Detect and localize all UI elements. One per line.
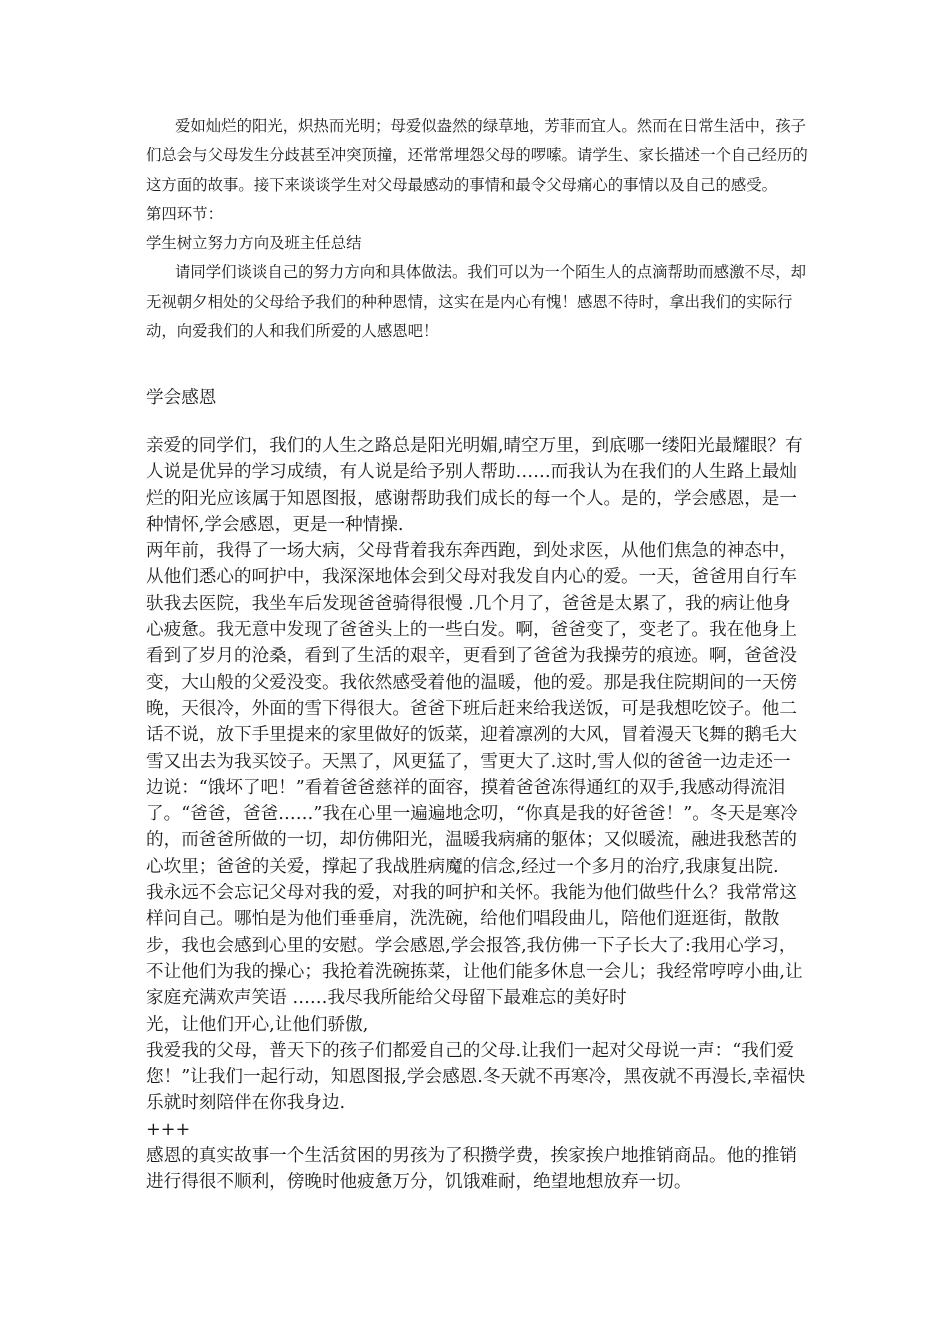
essay-title-block	[146, 385, 808, 411]
essay-paragraph: 我永远不会忘记父母对我的爱，对我的呵护和关怀。我能为他们做些什么？我常常这样问自己。哪怕是为他们垂垂肩，洗洗碗，给他们唱段曲儿，陪他们逛逛街，散散步，我也会感到心里的安慰。学会感恩,学会报答,我仿佛一下子长大了:我用心学习，不让他们为我的操心；我抢着洗碗拣菜，让他们能多休息一会儿；我经常哼哼小曲,让家庭充满欢声笑语 ……我尽我所能给父母留下最难忘的美好时	[146, 883, 803, 1009]
summary-paragraph: 请同学们谈谈自己的努力方向和具体做法。我们可以为一个陌生人的点滴帮助而感激不尽，却无视朝夕相处的父母给予我们的种种恩情，这实在是内心有愧！感恩不待时，拿出我们的实际行动，向爱我们的人和我们所爱的人感恩吧！	[146, 263, 807, 341]
intro-paragraph: 爱如灿烂的阳光，炽热而光明；母爱似盎然的绿草地，芳菲而宜人。然而在日常生活中，孩子们总会与父母发生分歧甚至冲突顶撞，还常常埋怨父母的啰嗦。请学生、家长描述一个自己经历的这方面的故事。接下来谈谈学生对父母最感动的事情和最令父母痛心的事情以及自己的感受。	[146, 117, 808, 194]
essay-title: 学会感恩	[146, 388, 217, 408]
section-heading: 第四环节：	[146, 204, 223, 223]
essay-paragraph: 两年前，我得了一场大病，父母背着我东奔西跑，到处求医，从他们焦急的神态中，从他们悉心的呵护中，我深深地体会到父母对我发自内心的爱。一天，爸爸用自行车驮我去医院，我坐车后发现爸爸骑得很慢 .几个月了，爸爸是太累了，我的病让他身心疲惫。我无意中发现了爸爸头上的一些白发。啊，爸爸变了，变老了。我在他身上看到了岁月的沧桑，看到了生活的艰辛，更看到了爸爸为我操劳的痕迹。啊，爸爸没变，大山般的父爱没变。我依然感受着他的温暖，他的爱。那是我住院期间的一天傍晚，天很冷，外面的雪下得很大。爸爸下班后赶来给我送饭，可是我想吃饺子。他二话不说，放下手里提来的家里做好的饭菜，迎着凛冽的大风，冒着漫天飞舞的鹅毛大雪又出去为我买饺子。天黑了，风更猛了，雪更大了.这时,雪人似的爸爸一边走还一边说：“饿坏了吧！”看着爸爸慈祥的面容，摸着爸爸冻得通红的双手,我感动得流泪了。“爸爸，爸爸……”我在心里一遍遍地念叨，“你真是我的好爸爸！”。冬天是寒冷的，而爸爸所做的一切，却仿佛阳光，温暖我病痛的躯体；又似暖流，融进我愁苦的心坎里；爸爸的关爱，撑起了我战胜病魔的信念,经过一个多月的治疗,我康复出院.	[146, 541, 798, 877]
essay-paragraph: 我爱我的父母，普天下的孩子们都爱自己的父母.让我们一起对父母说一声：“我们爱您！”让我们一起行动，知恩图报,学会感恩.冬天就不再寒冷，黑夜就不再漫长,幸福快乐就时刻陪伴在你我身边.	[146, 1040, 806, 1114]
essay-paragraph: 亲爱的同学们，我们的人生之路总是阳光明媚,晴空万里，到底哪一缕阳光最耀眼？有人说是优异的学习成绩，有人说是给予别人帮助……而我认为在我们的人生路上最灿烂的阳光应该属于知恩图报，感谢帮助我们成长的每一个人。是的，学会感恩，是一种情怀,学会感恩，更是一种情操.	[146, 436, 803, 535]
section-a	[146, 112, 808, 346]
story-paragraph: 感恩的真实故事一个生活贫困的男孩为了积攒学费，挨家挨户地推销商品。他的推销进行得很不顺利，傍晚时他疲惫万分，饥饿难耐，绝望地想放弃一切。	[146, 1146, 797, 1193]
section-subheading: 学生树立努力方向及班主任总结	[146, 234, 362, 253]
essay-paragraph-end: 光，让他们开心,让他们骄傲,	[146, 1014, 369, 1035]
essay-body	[146, 433, 808, 1196]
separator: +++	[146, 1119, 191, 1140]
